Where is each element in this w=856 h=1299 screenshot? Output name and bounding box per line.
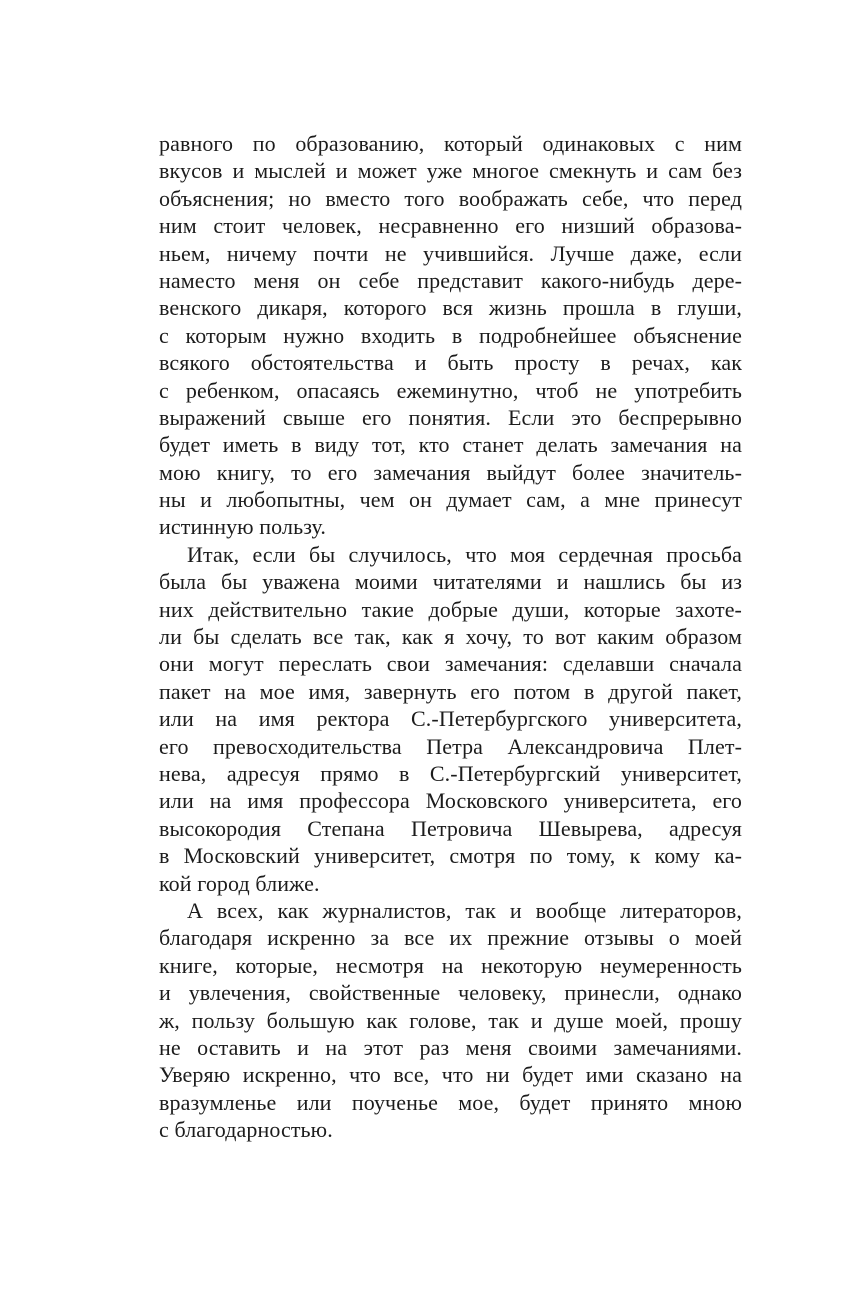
text-line: пакет на мое имя, завернуть его потом в другой пакет, bbox=[159, 678, 742, 704]
text-line: наместо меня он себе представит какого-нибудь дере- bbox=[159, 267, 742, 293]
text-line: высокородия Степана Петровича Шевырева, адресуя bbox=[159, 815, 742, 841]
paragraph bbox=[159, 541, 742, 897]
text-line: А всех, как журналистов, так и вообще литераторов, bbox=[187, 897, 742, 923]
text-line: истинную пользу. bbox=[159, 514, 327, 540]
page-text bbox=[159, 130, 742, 1143]
text-line: всякого обстоятельства и быть просту в речах, как bbox=[159, 350, 742, 376]
text-line: ним стоит человек, несравненно его низший образова- bbox=[159, 213, 742, 239]
text-line: будет иметь в виду тот, кто станет делать замечания на bbox=[159, 432, 742, 458]
text-line: Уверяю искренно, что все, что ни будет ими сказано на bbox=[159, 1062, 742, 1088]
text-line: кой город ближе. bbox=[159, 870, 320, 896]
text-line: с благодарностью. bbox=[159, 1117, 333, 1143]
text-line: благодаря искренно за все их прежние отзывы о моей bbox=[159, 925, 742, 951]
paragraph bbox=[159, 130, 742, 541]
text-line: ны и любопытны, чем он думает сам, а мне принесут bbox=[159, 487, 742, 513]
text-line: равного по образованию, который одинаковых с ним bbox=[159, 131, 742, 156]
text-line: них действительно такие добрые души, которые захоте- bbox=[159, 596, 742, 622]
text-line: ньем, ничему почти не учившийся. Лучше даже, если bbox=[159, 240, 742, 266]
text-line: мою книгу, то его замечания выйдут более значитель- bbox=[159, 459, 742, 485]
text-line: ли бы сделать все так, как я хочу, то вот каким образом bbox=[159, 624, 742, 650]
text-line: выражений свыше его понятия. Если это беспрерывно bbox=[159, 404, 742, 430]
text-line: была бы уважена моими читателями и нашлись бы из bbox=[159, 569, 742, 595]
text-line: с которым нужно входить в подробнейшее объяснение bbox=[159, 322, 742, 348]
text-line: не оставить и на этот раз меня своими замечаниями. bbox=[159, 1034, 742, 1060]
paragraph bbox=[159, 897, 742, 1144]
text-line: нева, адресуя прямо в С.-Петербургский университет, bbox=[159, 760, 742, 786]
text-line: объяснения; но вместо того воображать себе, что перед bbox=[159, 185, 742, 211]
text-line: вразумленье или поученье мое, будет принято мною bbox=[159, 1089, 742, 1115]
text-line: вкусов и мыслей и может уже многое смекнуть и сам без bbox=[159, 158, 742, 184]
text-line: его превосходительства Петра Александровича Плет- bbox=[159, 733, 742, 759]
text-line: и увлечения, свойственные человеку, принесли, однако bbox=[159, 980, 742, 1006]
text-line: с ребенком, опасаясь ежеминутно, чтоб не употребить bbox=[159, 377, 742, 403]
text-line: книге, которые, несмотря на некоторую неумеренность bbox=[159, 952, 742, 978]
text-line: ж, пользу большую как голове, так и душе моей, прошу bbox=[159, 1007, 742, 1033]
text-line: в Московский университет, смотря по тому, к кому ка- bbox=[159, 843, 742, 869]
text-line: венского дикаря, которого вся жизнь прошла в глуши, bbox=[159, 295, 742, 321]
text-line: Итак, если бы случилось, что моя сердечная просьба bbox=[187, 541, 742, 567]
text-line: они могут переслать свои замечания: сделавши сначала bbox=[159, 651, 742, 677]
text-line: или на имя ректора С.-Петербургского университета, bbox=[159, 706, 742, 732]
text-line: или на имя профессора Московского университета, его bbox=[159, 788, 742, 814]
